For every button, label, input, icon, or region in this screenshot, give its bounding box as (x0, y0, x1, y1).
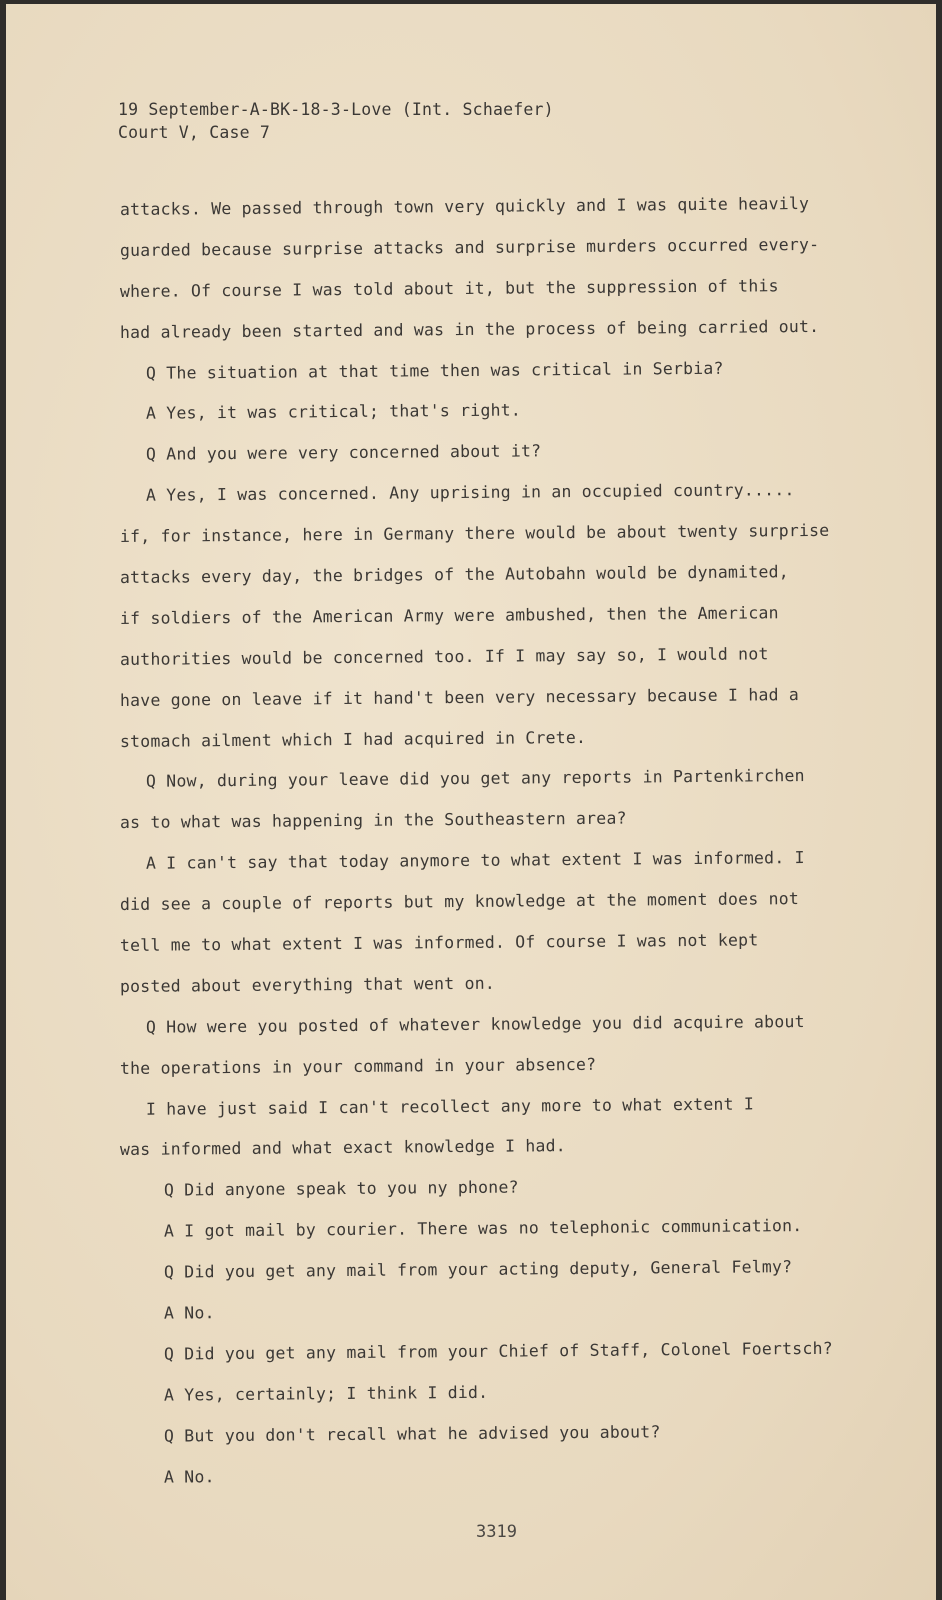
transcript-line: tell me to what extent I was informed. Of course I was not kept (119, 930, 759, 956)
transcript-line: did see a couple of reports but my knowledge at the moment does not (119, 889, 800, 915)
header-court-line: Court V, Case 7 (118, 123, 271, 142)
transcript-line: authorities would be concerned too. If I may say so, I would not (119, 644, 769, 669)
question-line: Q Now, during your leave did you get any reports in Partenkirchen (145, 766, 805, 792)
header-session-line: 19 September-A-BK-18-3-Love (Int. Schaefer) (118, 100, 554, 119)
question-line: Q But you don't recall what he advised you about? (163, 1422, 661, 1446)
answer-line: A Yes, it was critical; that's right. (145, 400, 522, 424)
question-line: Q How were you posted of whatever knowledge you did acquire about (145, 1011, 805, 1037)
transcript-line: have gone on leave if it hand't been very necessary because I had a (119, 684, 800, 710)
page-number: 3319 (476, 1522, 517, 1542)
transcript-line: if soldiers of the American Army were ambushed, then the American (119, 603, 779, 628)
transcript-line: guarded because surprise attacks and surprise murders occurred every- (119, 234, 820, 260)
question-line: Q Did you get any mail from your Chief of Staff, Colonel Foertsch? (163, 1338, 833, 1364)
document-page (6, 4, 936, 1600)
answer-line: A I can't say that today anymore to what extent I was informed. I (145, 848, 805, 874)
transcript-line: attacks. We passed through town very quickly and I was quite heavily (119, 193, 810, 219)
question-line: Q And you were very concerned about it? (145, 441, 542, 465)
question-line: Q The situation at that time then was critical in Serbia? (145, 358, 724, 383)
answer-line: A I got mail by courier. There was no telephonic communication. (163, 1216, 803, 1241)
transcript-body (120, 190, 850, 1499)
answer-line: A Yes, certainly; I think I did. (163, 1382, 489, 1405)
transcript-line: if, for instance, here in Germany there would be about twenty surprise (119, 520, 830, 547)
transcript-line: was informed and what exact knowledge I had. (119, 1136, 566, 1160)
answer-line: A Yes, I was concerned. Any uprising in an occupied country..... (145, 480, 795, 506)
document-header (118, 98, 554, 144)
transcript-line: stomach ailment which I had acquired in Crete. (119, 727, 587, 751)
answer-line: A No. (163, 1303, 215, 1323)
transcript-line: the operations in your command in your absence? (119, 1054, 597, 1078)
transcript-line: as to what was happening in the Southeastern area? (119, 808, 627, 833)
question-line: Q Did anyone speak to you ny phone? (163, 1177, 519, 1200)
transcript-line: attacks every day, the bridges of the Autobahn would be dynamited, (119, 562, 789, 588)
transcript-line: where. Of course I was told about it, but the suppression of this (119, 276, 779, 301)
answer-line: A No. (163, 1466, 215, 1487)
question-line: Q Did you get any mail from your acting deputy, General Felmy? (163, 1257, 793, 1282)
transcript-line: posted about everything that went on. (119, 973, 496, 996)
answer-line: I have just said I can't recollect any more to what extent I (145, 1094, 755, 1119)
transcript-line: had already been started and was in the process of being carried out. (119, 316, 820, 342)
